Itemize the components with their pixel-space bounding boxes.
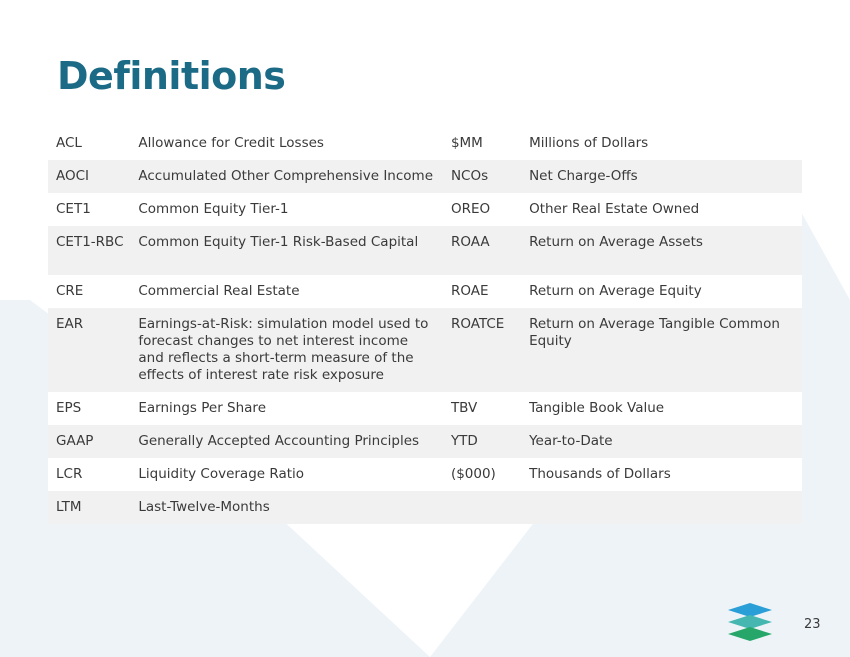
- logo-bottom-layer: [728, 627, 772, 641]
- abbreviation-cell: CET1-RBC: [48, 226, 130, 275]
- definition-cell: Common Equity Tier-1: [130, 193, 443, 226]
- abbreviation-cell: ACL: [48, 127, 130, 160]
- logo-middle-layer: [728, 615, 772, 629]
- definition-cell: Return on Average Tangible Common Equity: [521, 308, 802, 392]
- definition-cell: Generally Accepted Accounting Principles: [130, 425, 443, 458]
- abbreviation-cell: CRE: [48, 275, 130, 308]
- definition-cell: Other Real Estate Owned: [521, 193, 802, 226]
- abbreviation-cell: LTM: [48, 491, 130, 524]
- definition-cell: Earnings-at-Risk: simulation model used to forecast changes to net interest income and reflects a short-term measure of the effects of interest rate risk exposure: [130, 308, 443, 392]
- table-row: [48, 160, 802, 193]
- abbreviation-cell: $MM: [443, 127, 521, 160]
- abbreviation-cell: ROATCE: [443, 308, 521, 392]
- definition-cell: Earnings Per Share: [130, 392, 443, 425]
- definition-cell: Return on Average Equity: [521, 275, 802, 308]
- table-row: [48, 127, 802, 160]
- definition-cell: Last-Twelve-Months: [130, 491, 443, 524]
- abbreviation-cell: CET1: [48, 193, 130, 226]
- table-row: [48, 491, 802, 524]
- abbreviation-cell: EPS: [48, 392, 130, 425]
- page-title: Definitions: [57, 54, 286, 98]
- definition-cell: Allowance for Credit Losses: [130, 127, 443, 160]
- abbreviation-cell: ROAE: [443, 275, 521, 308]
- definitions-table: [48, 127, 802, 524]
- definition-cell: Millions of Dollars: [521, 127, 802, 160]
- abbreviation-cell: YTD: [443, 425, 521, 458]
- table-row: [48, 226, 802, 275]
- definition-cell: Return on Average Assets: [521, 226, 802, 275]
- definition-cell: Accumulated Other Comprehensive Income: [130, 160, 443, 193]
- definition-cell: [521, 491, 802, 524]
- abbreviation-cell: TBV: [443, 392, 521, 425]
- abbreviation-cell: ROAA: [443, 226, 521, 275]
- abbreviation-cell: OREO: [443, 193, 521, 226]
- abbreviation-cell: [443, 491, 521, 524]
- table-row: [48, 193, 802, 226]
- definition-cell: Commercial Real Estate: [130, 275, 443, 308]
- logo-top-layer: [728, 603, 772, 617]
- abbreviation-cell: LCR: [48, 458, 130, 491]
- abbreviation-cell: NCOs: [443, 160, 521, 193]
- abbreviation-cell: EAR: [48, 308, 130, 392]
- definition-cell: Tangible Book Value: [521, 392, 802, 425]
- table-row: [48, 392, 802, 425]
- abbreviation-cell: GAAP: [48, 425, 130, 458]
- stacked-layers-logo-icon: [728, 602, 772, 644]
- definition-cell: Thousands of Dollars: [521, 458, 802, 491]
- definition-cell: Common Equity Tier-1 Risk-Based Capital: [130, 226, 443, 275]
- definition-cell: Year-to-Date: [521, 425, 802, 458]
- definition-cell: Liquidity Coverage Ratio: [130, 458, 443, 491]
- table-row: [48, 308, 802, 392]
- definition-cell: Net Charge-Offs: [521, 160, 802, 193]
- page-number: 23: [804, 617, 821, 632]
- table-row: [48, 425, 802, 458]
- abbreviation-cell: ($000): [443, 458, 521, 491]
- table-row: [48, 458, 802, 491]
- table-row: [48, 275, 802, 308]
- abbreviation-cell: AOCI: [48, 160, 130, 193]
